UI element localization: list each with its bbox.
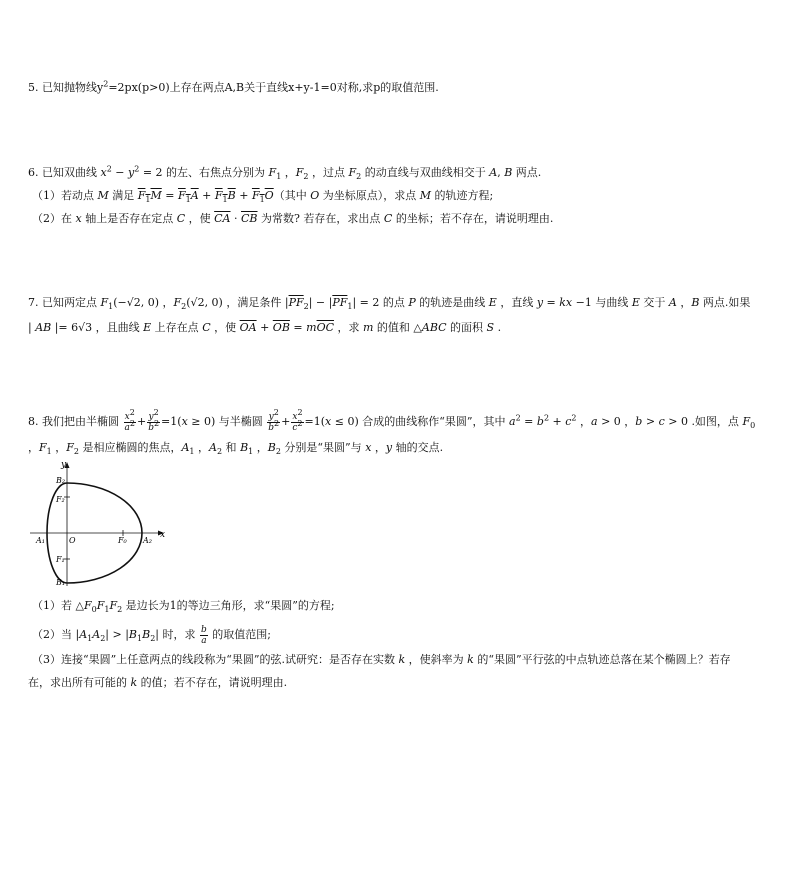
label-f2: F₂ bbox=[56, 495, 65, 504]
fruit-circle-figure bbox=[30, 458, 175, 593]
label-origin: O bbox=[69, 536, 76, 545]
label-y: y bbox=[61, 460, 67, 470]
q8-line2: ，$F_1$ ，$F_2$ 是相应椭圆的焦点，$A_1$ ，$A_2$ 和 $B_1$ ，$B_2$ 分别是“果圆”与 x ，y 轴的交点. bbox=[28, 441, 444, 457]
q7-line2: | AB |= 6√3 ，且曲线 E 上存在点 C ，使 $\overline{OA} + \overline{OB} = m\overline{OC}$ ，求 m 的值和 △ABC 的面积 S . bbox=[28, 321, 502, 334]
label-b1: B₁ bbox=[56, 578, 66, 587]
label-x: x bbox=[160, 530, 166, 540]
q7-line1: 7. 已知两定点 $F_1(-√2$, 0) ，$F_2(√2$, 0) ，满足条件 $|\overline{PF}_2| - |\overline{PF}_1| = 2$ 的点 P 的轨迹是曲线 E ，直线 y = kx −1 与曲线 E 交于 A ，B 两点.如果 bbox=[28, 296, 751, 312]
q6-line1: 6. 已知双曲线 $x^2 - y^2 = 2$ 的左、右焦点分别为 $F_1$ ，$F_2$ ，过点 $F_2$ 的动直线与双曲线相交于 A, B 两点. bbox=[28, 164, 542, 182]
q8-part3b: 在，求出所有可能的 k 的值；若不存在，请说明理由. bbox=[28, 676, 288, 689]
q8-line1: 8. 我们把由半椭圆 $\frac{x^2}{a^2}$ + $\frac{y^2}{b^2}$ =1(x ≥ 0) 与半椭圆 $\frac{y^2}{b^2}$ + $\frac{x^2}{c^2}$ =1(x ≤ 0) 合成的曲线称作“果圆”，其中 $a^2 = b^2 + c^2$ ，a > 0 ，b > c > 0 .如图，点 $F_0$ bbox=[28, 407, 756, 433]
q8-part3a: （3）连接“果圆”上任意两点的线段称为“果圆”的弦.试研究：是否存在实数 k ，使斜率为 k 的“果圆”平行弦的中点轨迹总落在某个椭圆上？若存 bbox=[32, 653, 731, 666]
label-b2: B₂ bbox=[56, 476, 66, 485]
label-f1: F₁ bbox=[56, 555, 65, 564]
q5-text bbox=[28, 80, 439, 96]
q8-part2: （2）当 $|A_1A_2| > |B_1B_2|$ 时，求 $\frac{b}{a}$ 的取值范围; bbox=[32, 624, 271, 646]
q5-content: 5. 已知抛物线$y^2=2px(p>0)$上存在两点A,B关于直线x+y-1=0对称,求p的取值范围. bbox=[28, 79, 439, 94]
q6-part2: （2）在 x 轴上是否存在定点 C ，使 $\overline{CA} \cdot \overline{CB}$ 为常数? 若存在，求出点 C 的坐标；若不存在，请说明理由. bbox=[32, 212, 554, 225]
q8-part1: （1）若 $\triangle F_0F_1F_2$ 是边长为1的等边三角形，求“果圆”的方程; bbox=[32, 599, 335, 615]
label-f0: F₀ bbox=[118, 536, 127, 545]
label-a1: A₁ bbox=[36, 536, 45, 545]
label-a2: A₂ bbox=[143, 536, 152, 545]
q6-part1: （1）若动点 M 满足 $F_1M = F_1A + F_1B + F_1O$（其中 O 为坐标原点），求点 M 的轨迹方程; bbox=[32, 189, 494, 205]
